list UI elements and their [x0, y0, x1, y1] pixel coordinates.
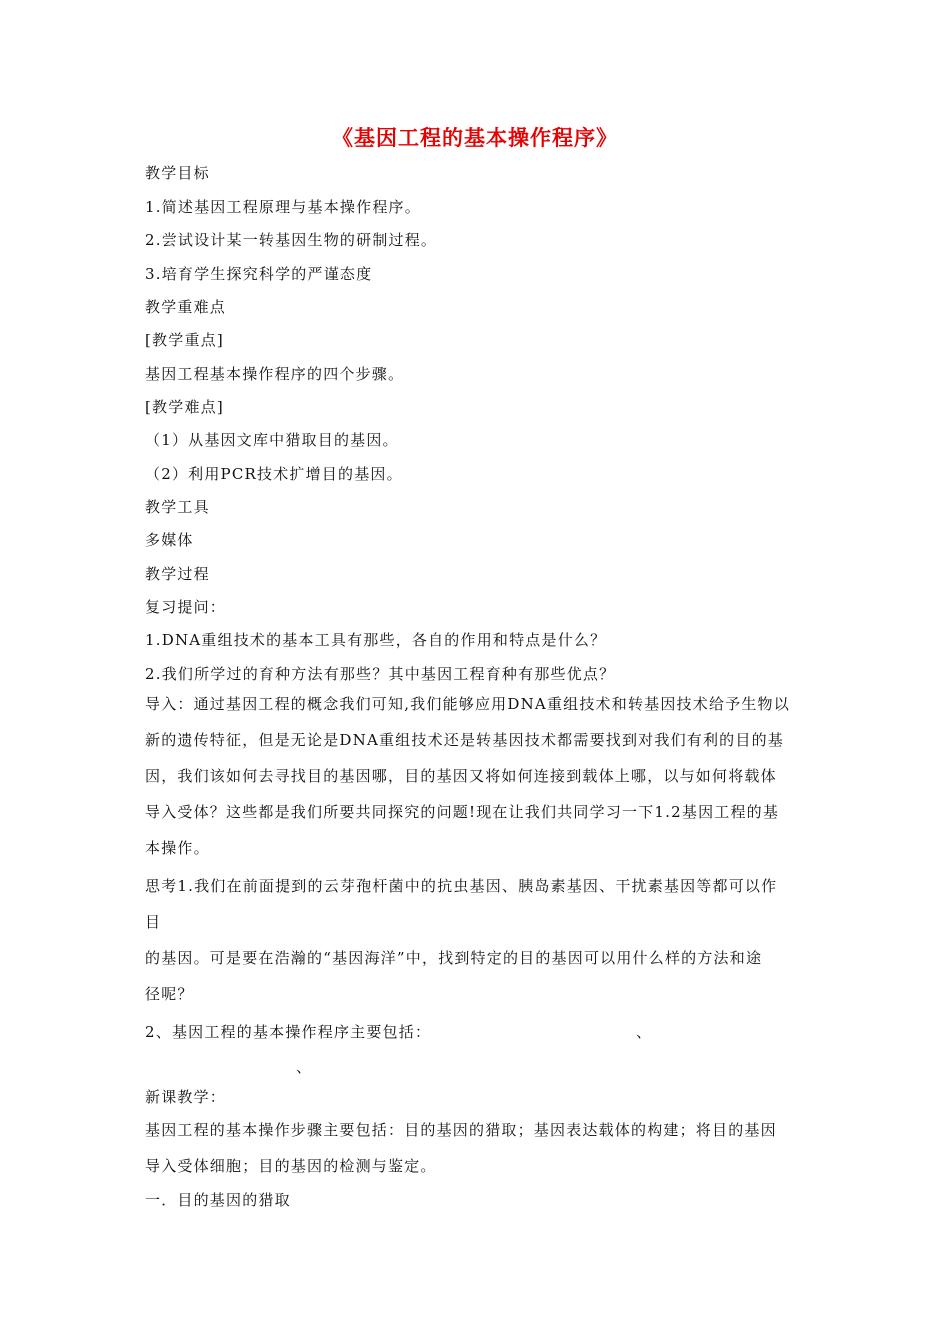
- review-heading: 复习提问：: [145, 598, 227, 616]
- intro-line-4: 导入受体？这些都是我们所要共同探究的问题!现在让我们共同学习一下1.2基因工程的基: [145, 803, 780, 821]
- keypoints-heading: 教学重难点: [145, 298, 227, 316]
- difficulty-heading: [教学难点]: [145, 398, 224, 416]
- think-2: 2、基因工程的基本操作程序主要包括：: [145, 1023, 432, 1041]
- objective-2: 2.尝试设计某一转基因生物的研制过程。: [145, 231, 438, 249]
- new-lesson-heading: 新课教学：: [145, 1088, 227, 1106]
- think-1-line-4: 径呢？: [145, 985, 194, 1003]
- intro-line-3: 因，我们该如何去寻找目的基因哪，目的基因又将如何连接到载体上哪，以与如何将载体: [145, 767, 777, 785]
- think-1-line-1: 思考1.我们在前面提到的云芽孢杆菌中的抗虫基因、胰岛素基因、干扰素基因等都可以作: [145, 877, 778, 895]
- focus-text: 基因工程基本操作程序的四个步骤。: [145, 365, 405, 383]
- tools-text: 多媒体: [145, 531, 194, 549]
- steps-line-2: 导入受体细胞；目的基因的检测与鉴定。: [145, 1157, 437, 1175]
- blank-separator-1: 、: [636, 1023, 653, 1041]
- review-question-2: 2.我们所学过的育种方法有那些？其中基因工程育种有那些优点？: [145, 665, 616, 683]
- blank-separator-2: 、: [296, 1058, 313, 1076]
- process-heading: 教学过程: [145, 565, 210, 583]
- intro-paragraph: [145, 686, 810, 866]
- steps-paragraph: [145, 1112, 810, 1184]
- objectives-heading: 教学目标: [145, 164, 210, 182]
- think-1-paragraph: [145, 868, 810, 1012]
- tools-heading: 教学工具: [145, 498, 210, 516]
- objective-1: 1.简述基因工程原理与基本操作程序。: [145, 198, 421, 216]
- page-title: 《基因工程的基本操作程序》: [332, 126, 618, 150]
- objective-3: 3.培育学生探究科学的严谨态度: [145, 265, 373, 283]
- intro-line-5: 本操作。: [145, 839, 210, 857]
- think-1-line-3: 的基因。可是要在浩瀚的“基因海洋”中，找到特定的目的基因可以用什么样的方法和途: [145, 949, 763, 967]
- intro-line-2: 新的遗传特征，但是无论是DNA重组技术还是转基因技术都需要找到对我们有利的目的基: [145, 731, 784, 749]
- review-question-1: 1.DNA重组技术的基本工具有那些，各自的作用和特点是什么？: [145, 631, 607, 649]
- focus-heading: [教学重点]: [145, 331, 224, 349]
- steps-line-1: 基因工程的基本操作步骤主要包括：目的基因的猎取；基因表达载体的构建；将目的基因: [145, 1121, 777, 1139]
- difficulty-2: （2）利用PCR技术扩增目的基因。: [145, 465, 403, 483]
- section-1-heading: 一．目的基因的猎取: [145, 1191, 291, 1209]
- think-1-line-2: 目: [145, 913, 162, 931]
- difficulty-1: （1）从基因文库中猎取目的基因。: [145, 431, 399, 449]
- intro-line-1: 导入：通过基因工程的概念我们可知,我们能够应用DNA重组技术和转基因技术给予生物以: [145, 695, 790, 713]
